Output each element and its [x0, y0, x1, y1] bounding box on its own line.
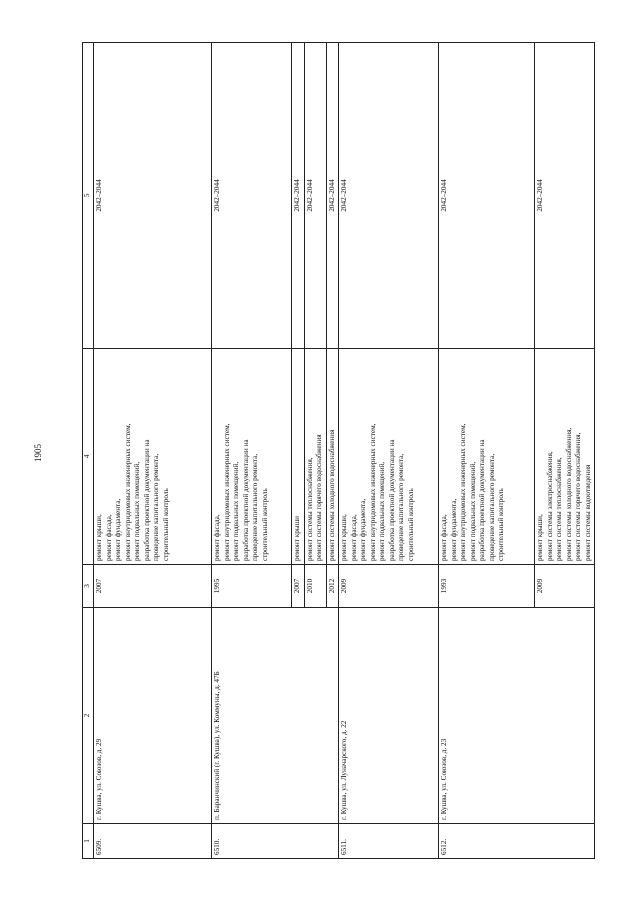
work-item: ремонт системы холодного водоснабжения — [327, 429, 336, 561]
row-period: 2042–2044 — [535, 43, 595, 349]
table-sheet — [82, 43, 590, 859]
work-item: проведение капитального ремонта, — [397, 453, 405, 561]
work-item: проведение капитального ремонта, — [487, 453, 496, 561]
work-item: ремонт внутридомовых инженерных систем, — [123, 423, 132, 561]
table-header-row — [83, 43, 94, 859]
page-number: 1905 — [33, 444, 43, 462]
row-year: 2010 — [304, 565, 326, 608]
row-period: 2042–2044 — [292, 43, 305, 349]
row-works — [326, 349, 339, 565]
row-works — [439, 349, 535, 565]
row-period: 2042–2044 — [339, 43, 439, 349]
work-item: ремонт внутридомовых инженерных систем, — [459, 423, 467, 561]
column-header: 2 — [83, 608, 94, 824]
work-item: ремонт подвальных помещений, — [468, 461, 477, 561]
work-item: ремонт подвальных помещений, — [232, 461, 240, 561]
row-period: 2042–2044 — [212, 43, 292, 349]
work-item: ремонт крыши, — [536, 514, 544, 561]
work-item: ремонт фасада, — [349, 514, 358, 561]
row-address: п. Баранчинский (г. Кушва), ул. Коммуны, д. 47Б — [212, 608, 339, 824]
work-item: ремонт внутридомовых инженерных систем, — [368, 423, 377, 561]
row-year: 2007 — [292, 565, 305, 608]
row-works — [535, 349, 595, 565]
work-item: ремонт фасада, — [213, 514, 221, 561]
row-address: г. Кушва, ул. Союзов, д. 23 — [439, 608, 595, 824]
work-item: ремонт системы холодного водоснабжения, — [564, 427, 573, 561]
row-number: 6511. — [339, 824, 439, 859]
row-works — [339, 349, 439, 565]
work-item: разработка проектной документации на — [387, 439, 396, 561]
table-row — [212, 43, 292, 859]
row-year: 2007 — [94, 565, 212, 608]
column-header: 3 — [83, 565, 94, 608]
work-item: ремонт внутридомовых инженерных систем, — [222, 423, 231, 561]
work-item: разработка проектной документации на — [478, 439, 486, 561]
work-item: строительный контроль — [260, 488, 269, 561]
repair-registry-table — [82, 42, 595, 859]
row-year: 1995 — [212, 565, 292, 608]
column-header: 4 — [83, 349, 94, 565]
work-item: строительный контроль — [161, 488, 170, 561]
work-item: ремонт крыши — [293, 515, 301, 561]
row-number: 6512. — [439, 824, 595, 859]
work-item: ремонт фундамента, — [449, 498, 458, 561]
work-item: ремонт фасада, — [104, 514, 113, 561]
work-item: ремонт крыши, — [340, 514, 348, 561]
work-item: ремонт системы теплоснабжения, — [555, 457, 563, 561]
work-item: ремонт фундамента, — [114, 498, 122, 561]
work-item: проведение капитального ремонта, — [251, 453, 259, 561]
table-row — [439, 43, 535, 859]
work-item: ремонт крыши, — [95, 514, 103, 561]
work-item: ремонт фундамента, — [359, 498, 367, 561]
row-number: 6509. — [94, 824, 212, 859]
row-number: 6510. — [212, 824, 339, 859]
rotated-table-frame — [82, 43, 590, 859]
work-item: ремонт системы теплоснабжения, — [305, 457, 314, 561]
row-year: 2012 — [326, 565, 339, 608]
row-address: г. Кушва, ул. Союзов, д. 29 — [94, 608, 212, 824]
work-item: ремонт подвальных помещений, — [133, 461, 141, 561]
row-period: 2042–2044 — [304, 43, 326, 349]
row-period: 2042–2044 — [439, 43, 535, 349]
row-year: 2009 — [535, 565, 595, 608]
work-item: ремонт системы электроснабжения, — [545, 451, 554, 561]
row-works — [292, 349, 305, 565]
work-item: ремонт системы горячего водоснабжения, — [574, 432, 582, 561]
work-item: строительный контроль — [497, 488, 505, 561]
work-item: ремонт системы горячего водоснабжения — [315, 434, 323, 561]
column-header: 1 — [83, 824, 94, 859]
row-address: г. Кушва, ул. Луначарского, д. 22 — [339, 608, 439, 824]
row-works — [212, 349, 292, 565]
row-year: 2009 — [339, 565, 439, 608]
row-works — [94, 349, 212, 565]
work-item: разработка проектной документации на — [142, 439, 151, 561]
work-item: строительный контроль — [406, 488, 415, 561]
work-item: разработка проектной документации на — [241, 439, 250, 561]
column-header: 5 — [83, 43, 94, 349]
row-works — [304, 349, 326, 565]
table-row — [94, 43, 212, 859]
row-year: 1993 — [439, 565, 535, 608]
work-item: ремонт системы водоотведения — [583, 464, 592, 561]
work-item: ремонт фасада, — [440, 514, 448, 561]
work-item: проведение капитального ремонта, — [152, 453, 160, 561]
row-period: 2042–2044 — [94, 43, 212, 349]
work-item: ремонт подвальных помещений, — [378, 461, 386, 561]
row-period: 2042–2044 — [326, 43, 339, 349]
table-row — [339, 43, 439, 859]
